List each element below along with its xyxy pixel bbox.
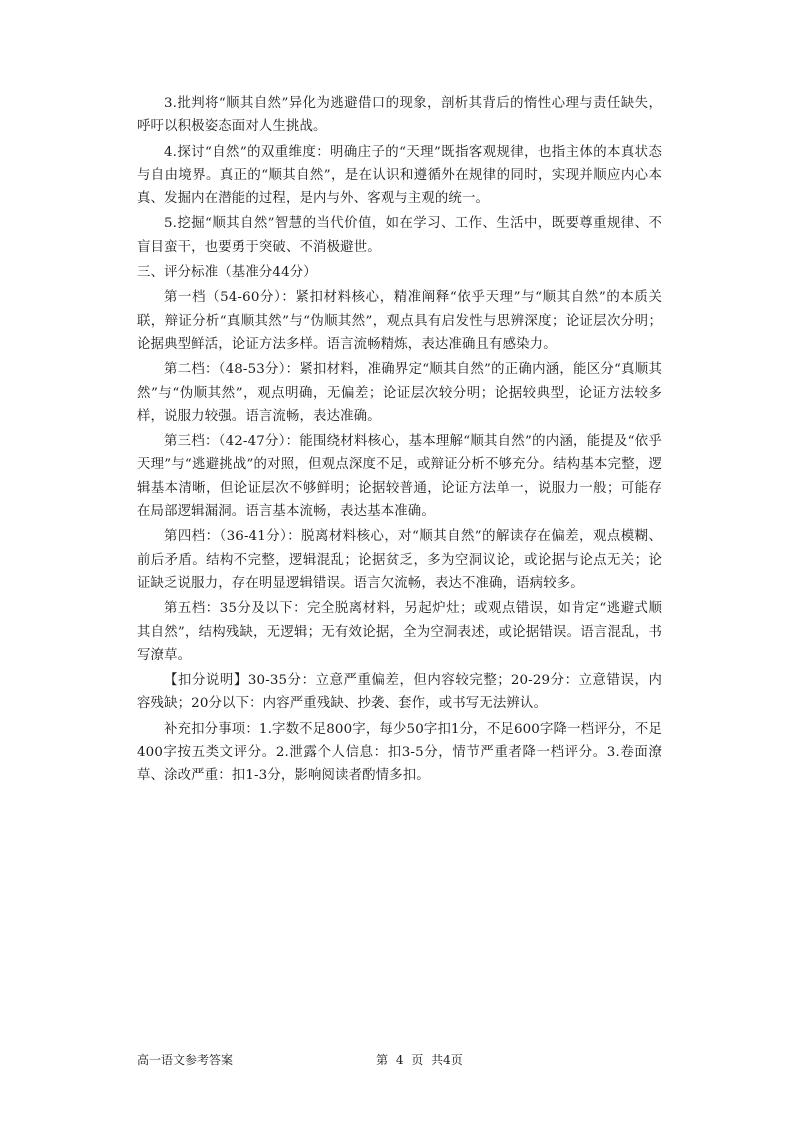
document-body [137, 92, 662, 790]
supplementary-deduction-paragraph: 补充扣分事项：1.字数不足800字，每少50字扣1分，不足600字降一档评分，不足400字按五类文评分。2.泄露个人信息：扣3-5分，情节严重者降一档评分。3.卷面潦草、涂改严重：扣1-3分，影响阅读者酌情多扣。 [137, 721, 662, 784]
tier-2-paragraph: 第二档：（48-53分）：紧扣材料，准确界定“顺其自然”的正确内涵，能区分“真顺其然”与“伪顺其然”，观点明确，无偏差；论证层次较分明；论据较典型，论证方法较多样，说服力较强。语言流畅，表达准确。 [137, 362, 662, 424]
deduction-note-paragraph: 【扣分说明】30-35分：立意严重偏差，但内容较完整；20-29分：立意错误，内容残缺；20分以下：内容严重残缺、抄袭、套作，或书写无法辨认。 [137, 673, 662, 712]
point-4-paragraph: 4.探讨“自然”的双重维度：明确庄子的“天理”既指客观规律，也指主体的本真状态与自由境界。真正的“顺其自然”，是在认识和遵循外在规律的同时，实现并顺应内心本真、发掘内在潜能的过程，是内与外、客观与主观的统一。 [137, 144, 662, 207]
footer-document-title: 高一语文参考答案 [137, 1053, 234, 1067]
footer-page-number: 第 4 页 共4页 [376, 1053, 463, 1067]
tier-5-paragraph: 第五档：35分及以下：完全脱离材料，另起炉灶；或观点错误，如肯定“逃避式顺其自然”，结构残缺，无逻辑；无有效论据，全为空洞表述，或论据错误。语言混乱，书写潦草。 [137, 601, 662, 663]
scoring-standard-heading: 三、评分标准（基准分44分） [137, 265, 317, 281]
point-5-paragraph: 5.挖掘“顺其自然”智慧的当代价值，如在学习、工作、生活中，既要尊重规律、不盲目蛮干，也要勇于突破、不消极避世。 [137, 216, 662, 255]
tier-1-paragraph: 第一档（54-60分）：紧扣材料核心，精准阐释“依乎天理”与“顺其自然”的本质关联，辩证分析“真顺其然”与“伪顺其然”，观点具有启发性与思辨深度；论证层次分明；论据典型鲜活，论证方法多样。语言流畅精炼，表达准确且有感染力。 [137, 290, 662, 352]
tier-4-paragraph: 第四档：（36-41分）：脱离材料核心，对“顺其自然”的解读存在偏差，观点模糊、前后矛盾。结构不完整，逻辑混乱；论据贫乏，多为空洞议论，或论据与论点无关；论证缺乏说服力，存在明显逻辑错误。语言欠流畅，表达不准确，语病较多。 [137, 529, 662, 591]
point-3-paragraph: 3.批判将“顺其自然”异化为逃避借口的现象，剖析其背后的惰性心理与责任缺失，呼吁以积极姿态面对人生挑战。 [137, 96, 662, 135]
tier-3-paragraph: 第三档：（42-47分）：能围绕材料核心，基本理解“顺其自然”的内涵，能提及“依乎天理”与“逃避挑战”的对照，但观点深度不足，或辩证分析不够充分。结构基本完整，逻辑基本清晰，但论证层次不够鲜明；论据较普通，论证方法单一，说服力一般；可能存在局部逻辑漏洞。语言基本流畅，表达基本准确。 [137, 434, 662, 520]
